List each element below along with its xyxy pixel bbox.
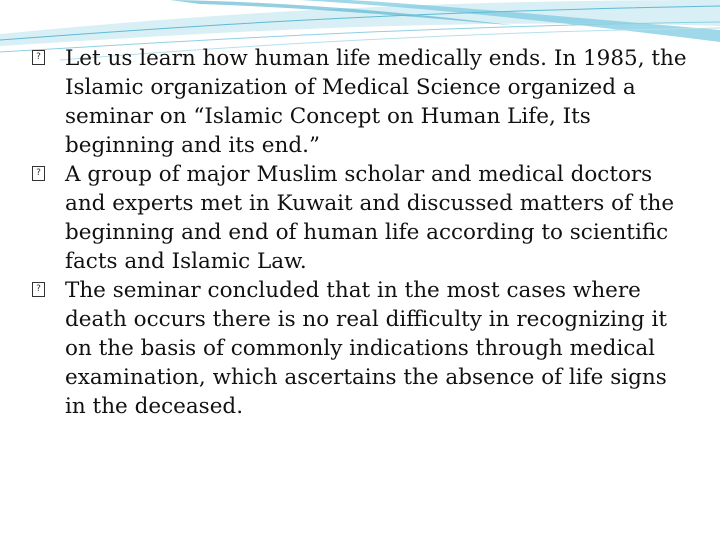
missing-glyph-box-icon: ? <box>32 50 45 65</box>
slide-body <box>32 44 692 421</box>
paragraph-3 <box>32 276 692 421</box>
missing-glyph-box-icon: ? <box>32 282 45 297</box>
paragraph-2 <box>32 160 692 276</box>
paragraph-1-text: Let us learn how human life medically ends. In 1985, the Islamic organization of Medical Science organized a seminar on “Islamic Concept on Human Life, Its beginning and its end.” <box>65 46 687 158</box>
paragraph-3-text: The seminar concluded that in the most cases where death occurs there is no real difficulty in recognizing it on the basis of commonly indications through medical examination, which ascertains the absence of life signs in the deceased. <box>65 278 667 419</box>
paragraph-2-text: A group of major Muslim scholar and medical doctors and experts met in Kuwait and discussed matters of the beginning and end of human life according to scientific facts and Islamic Law. <box>65 162 675 274</box>
missing-glyph-box-icon: ? <box>32 166 45 181</box>
paragraph-1 <box>32 44 692 160</box>
